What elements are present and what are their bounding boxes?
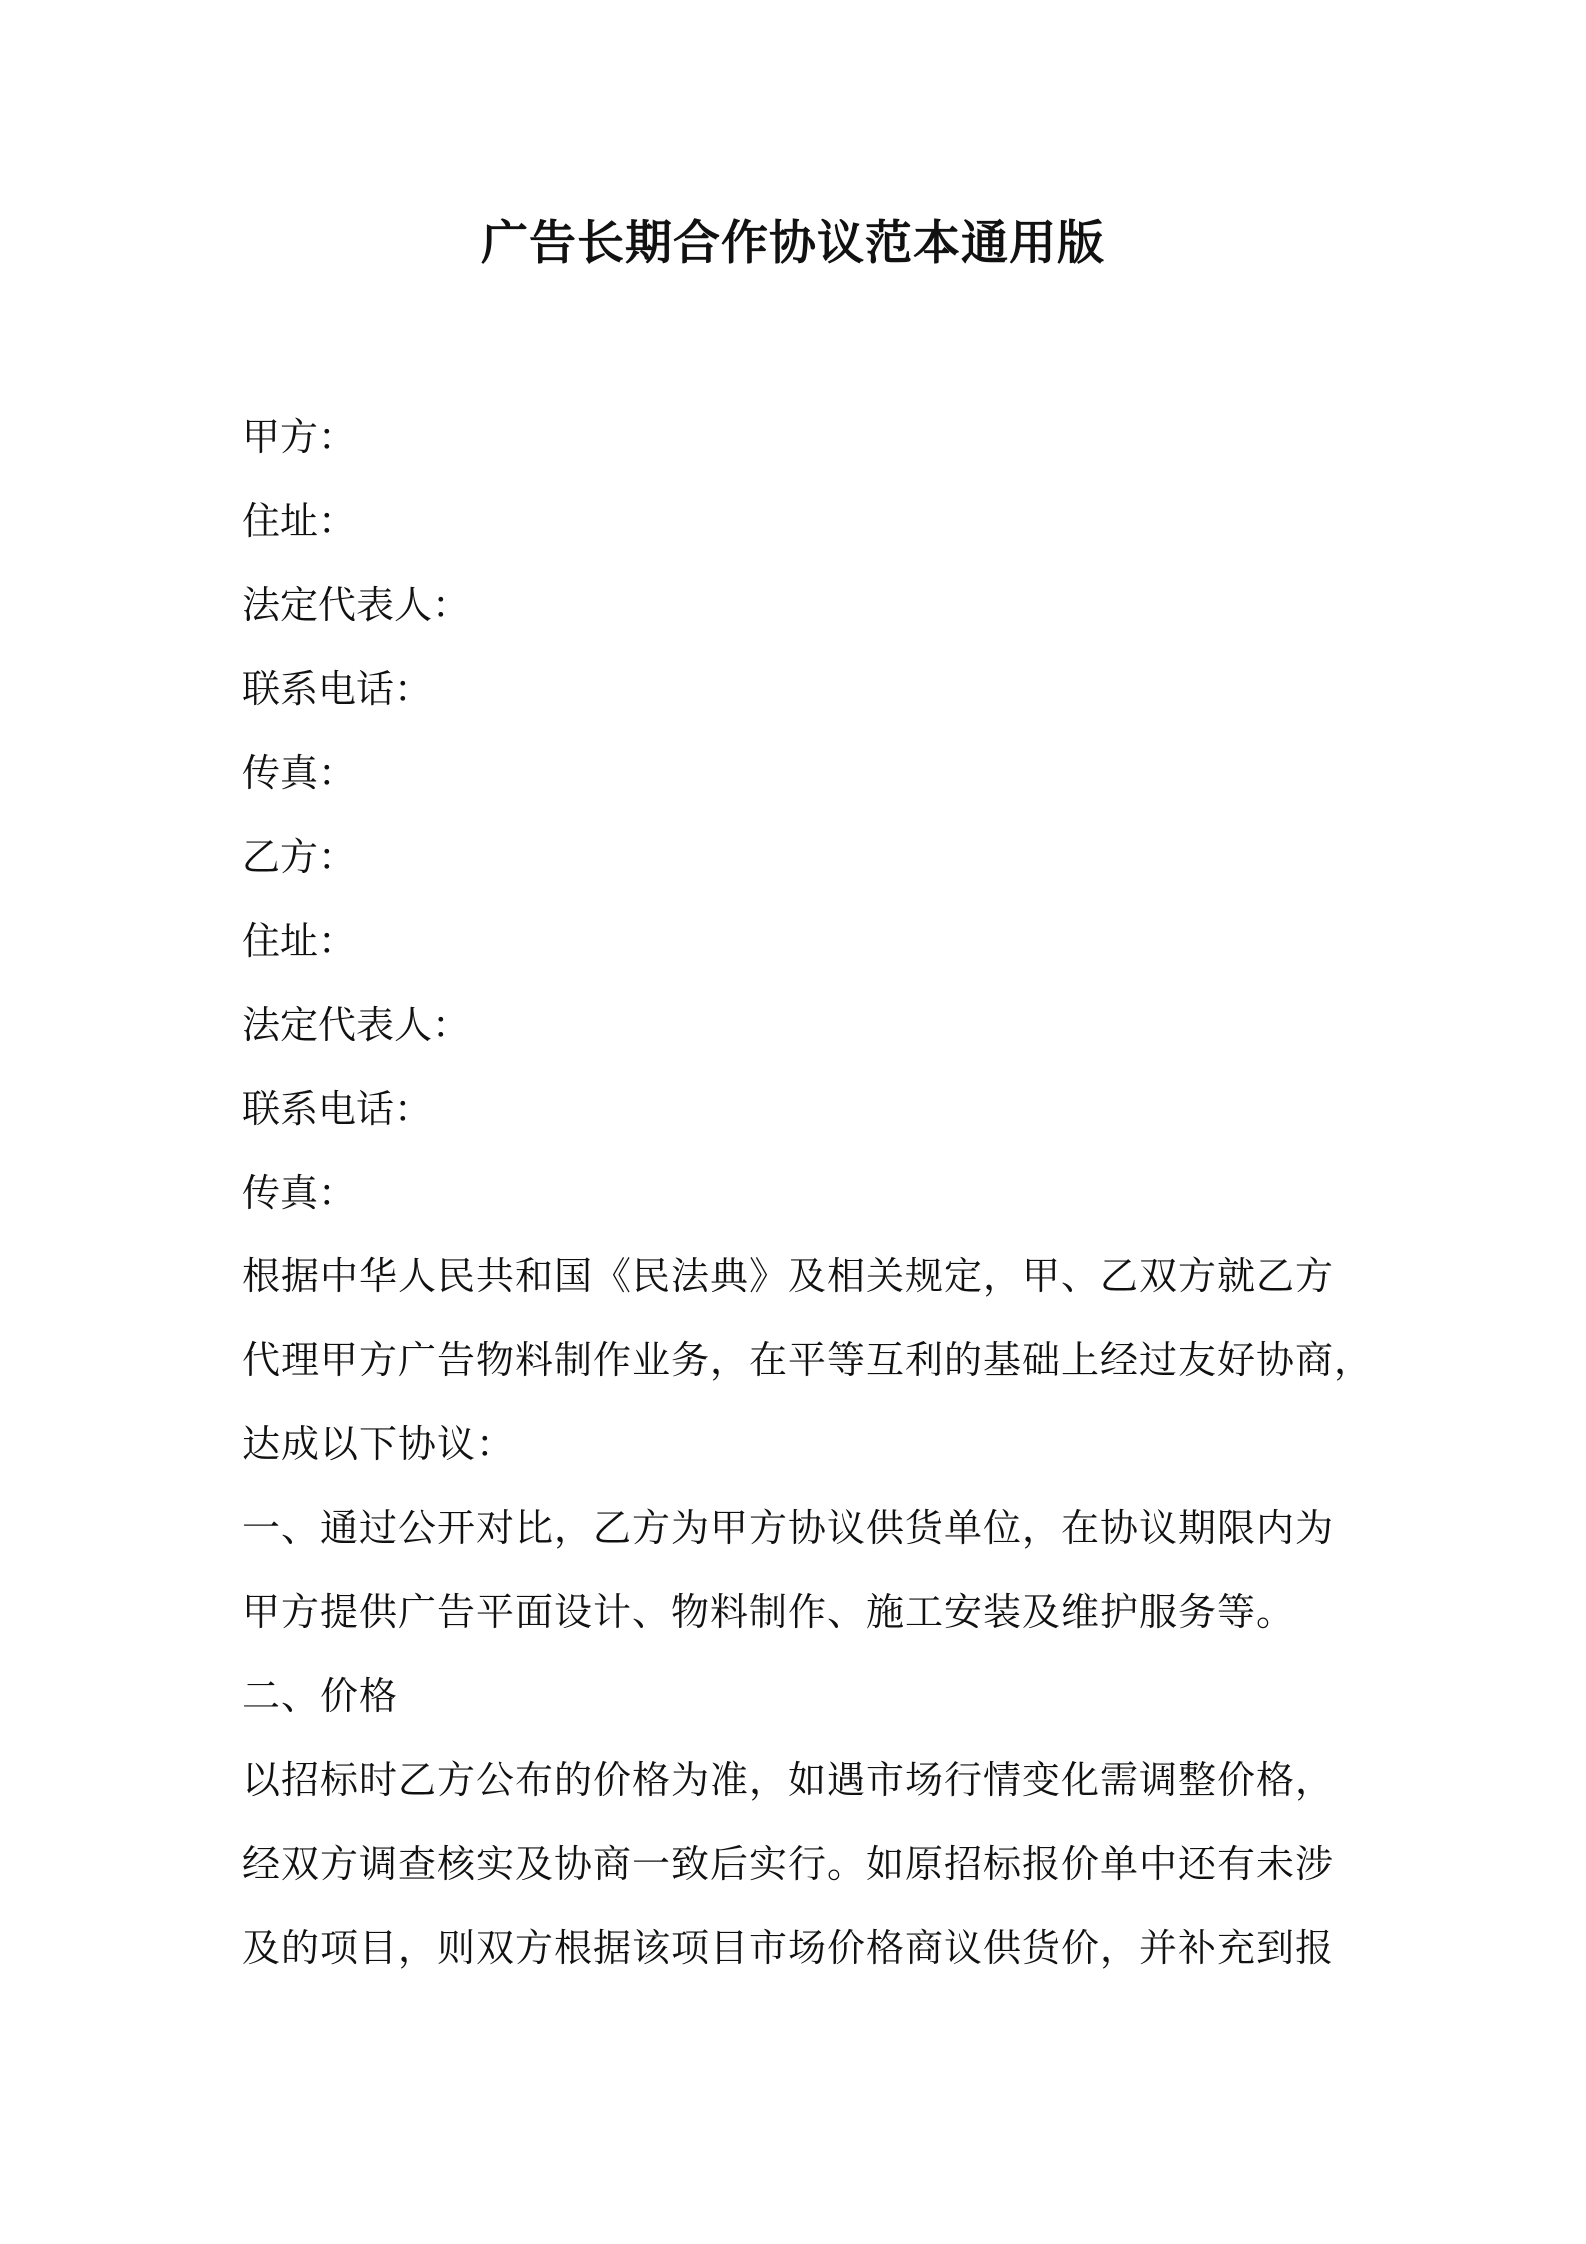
- clause-one-line: 一、通过公开对比，乙方为甲方协议供货单位，在协议期限内为: [242, 1506, 1335, 1550]
- party-a-fax-label: 传真：: [242, 751, 357, 795]
- party-b-fax-label: 传真：: [242, 1171, 357, 1215]
- party-a-phone-label: 联系电话：: [242, 667, 433, 711]
- document-title: 广告长期合作协议范本通用版: [481, 216, 1105, 271]
- clause-two-line: 以招标时乙方公布的价格为准，如遇市场行情变化需调整价格，: [242, 1758, 1335, 1802]
- clause-two-line: 及的项目，则双方根据该项目市场价格商议供货价，并补充到报: [242, 1926, 1335, 1970]
- party-a-label: 甲方：: [242, 415, 357, 459]
- clause-two-heading: 二、价格: [242, 1674, 399, 1718]
- party-b-address-label: 住址：: [242, 919, 357, 963]
- party-b-label: 乙方：: [242, 835, 357, 879]
- body-line: 根据中华人民共和国《民法典》及相关规定，甲、乙双方就乙方: [242, 1254, 1335, 1298]
- clause-one-line: 甲方提供广告平面设计、物料制作、施工安装及维护服务等。: [242, 1590, 1296, 1634]
- body-line: 达成以下协议：: [242, 1422, 516, 1466]
- body-line: 代理甲方广告物料制作业务，在平等互利的基础上经过友好协商，: [242, 1338, 1374, 1382]
- party-b-phone-label: 联系电话：: [242, 1087, 433, 1131]
- party-a-legal-rep-label: 法定代表人：: [242, 583, 471, 627]
- party-b-legal-rep-label: 法定代表人：: [242, 1003, 471, 1047]
- agreement-body: [242, 1244, 1372, 2000]
- party-info-list: [242, 405, 470, 1245]
- party-a-address-label: 住址：: [242, 499, 357, 543]
- clause-two-line: 经双方调查核实及协商一致后实行。如原招标报价单中还有未涉: [242, 1842, 1335, 1886]
